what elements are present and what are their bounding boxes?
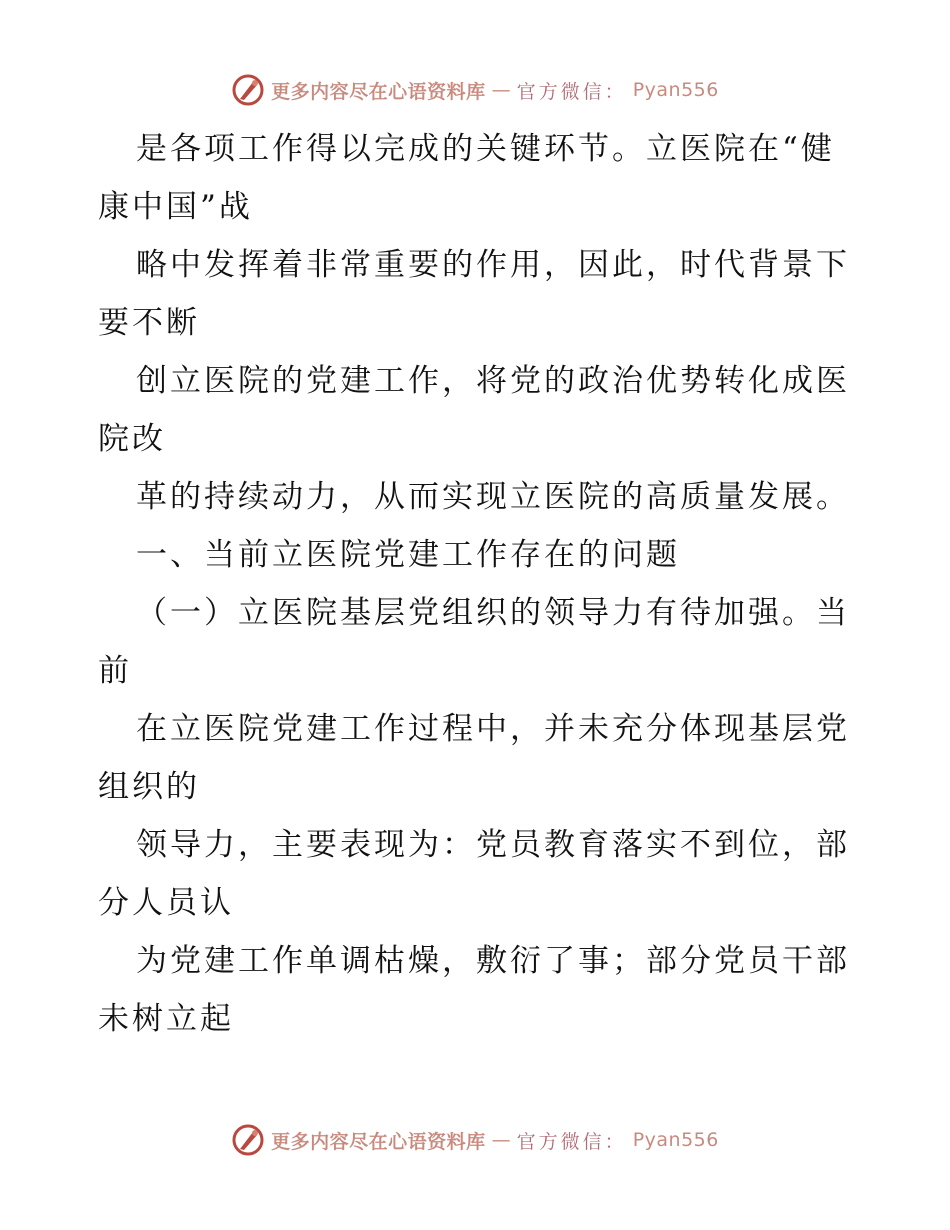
- watermark-wechat-id: Pyan556: [632, 1129, 719, 1151]
- watermark-wechat-id: Pyan556: [632, 79, 719, 101]
- body-line: 为党建工作单调枯燥，敷衍了事；部分党员干部: [136, 943, 850, 979]
- watermark-title: 更多内容尽在心语资料库: [271, 1130, 486, 1153]
- body-line: 略中发挥着非常重要的作用，因此，时代背景下: [136, 247, 850, 283]
- watermark-dash: —: [491, 1129, 511, 1151]
- body-line: 前: [98, 653, 132, 689]
- body-line: 分人员认: [98, 885, 234, 921]
- body-line: 要不断: [98, 305, 200, 341]
- document-body: [98, 120, 858, 1048]
- subsection-heading: （一）立医院基层党组织的领导力有待加强。当: [136, 595, 850, 631]
- body-line: 在立医院党建工作过程中，并未充分体现基层党: [136, 711, 850, 747]
- body-line: 是各项工作得以完成的关键环节。立医院在“健: [136, 131, 835, 167]
- body-line: 康中国”战: [98, 189, 253, 225]
- quill-circle-icon: [231, 73, 265, 107]
- quill-circle-icon: [231, 1123, 265, 1157]
- body-line: 未树立起: [98, 1001, 234, 1037]
- watermark-wechat-label: 官方微信：: [516, 1130, 627, 1153]
- watermark-title: 更多内容尽在心语资料库: [271, 80, 486, 103]
- header-watermark: [0, 70, 950, 110]
- footer-watermark: [0, 1120, 950, 1160]
- watermark-wechat-label: 官方微信：: [516, 80, 627, 103]
- watermark-dash: —: [491, 79, 511, 101]
- section-heading: 一、当前立医院党建工作存在的问题: [136, 537, 680, 573]
- body-line: 创立医院的党建工作，将党的政治优势转化成医: [136, 363, 850, 399]
- body-line: 院改: [98, 421, 166, 457]
- body-line: 组织的: [98, 769, 200, 805]
- body-line: 革的持续动力，从而实现立医院的高质量发展。: [136, 479, 850, 515]
- body-line: 领导力，主要表现为：党员教育落实不到位，部: [136, 827, 850, 863]
